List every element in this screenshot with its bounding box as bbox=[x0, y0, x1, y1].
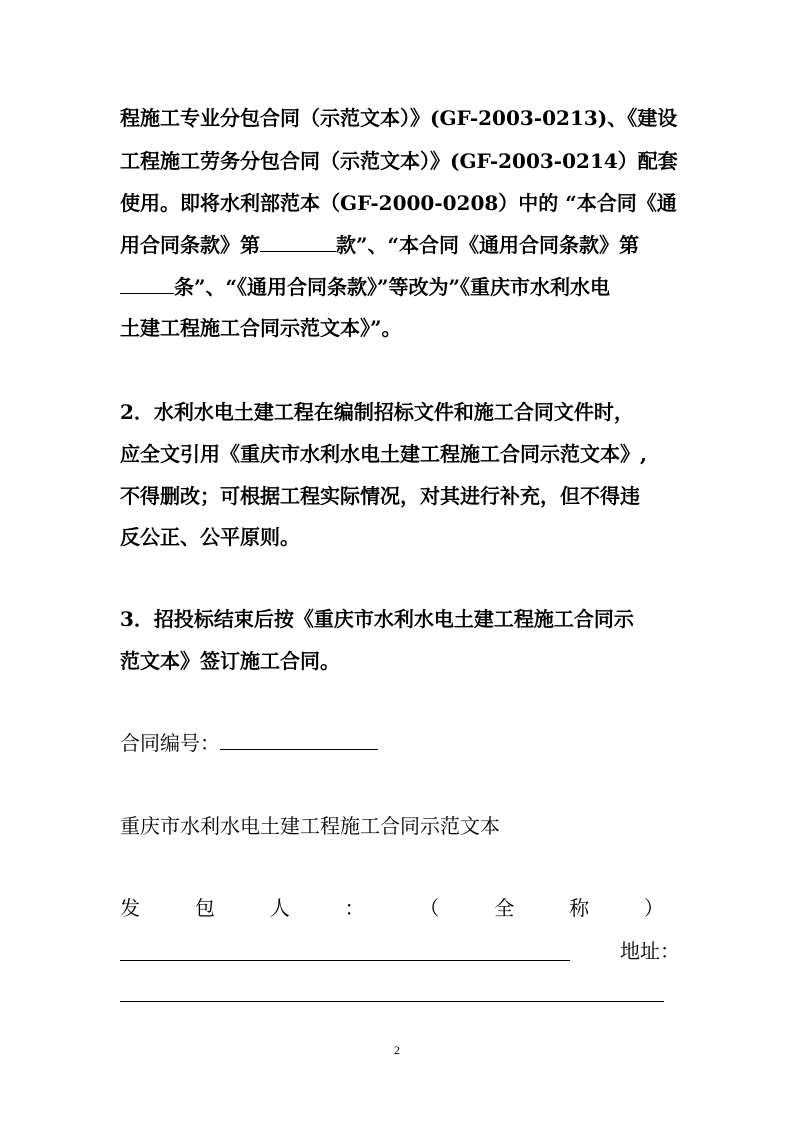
employer-char: 发 bbox=[120, 896, 140, 920]
para1-line4-end: 款”、“本合同《通用合同条款》第 bbox=[336, 233, 640, 257]
employer-char: ： bbox=[344, 896, 365, 920]
article-number-blank bbox=[120, 273, 174, 294]
para1-line2: 工程施工劳务分包合同（示范文本）》(GF-2003-0214）配套 bbox=[120, 149, 678, 173]
contract-number-blank bbox=[220, 729, 378, 750]
para2-line2: 应全文引用《重庆市水利水电土建工程施工合同示范文本》, bbox=[120, 442, 647, 466]
para3-line1: 3．招投标结束后按《重庆市水利水电土建工程施工合同示 bbox=[120, 607, 634, 631]
address-label: 地址： bbox=[620, 939, 680, 963]
clause-number-blank bbox=[260, 231, 336, 252]
para2-line1: 2．水利水电土建工程在编制招标文件和施工合同文件时， bbox=[120, 400, 634, 424]
page-number: 2 bbox=[394, 1043, 400, 1057]
address-blank bbox=[120, 1001, 664, 1002]
contract-number-row bbox=[120, 729, 674, 757]
employer-label bbox=[120, 894, 664, 922]
para2-line3: 不得删改；可根据工程实际情况，对其进行补充，但不得违 bbox=[120, 484, 640, 508]
para1-line6: 土建工程施工合同示范文本》”。 bbox=[120, 316, 402, 340]
para1-line3: 使用。即将水利部范本（GF-2000-0208）中的 “本合同《通 bbox=[120, 191, 677, 215]
employer-char: 全 bbox=[494, 896, 515, 920]
para1-line5 bbox=[120, 273, 674, 301]
para1-line4 bbox=[120, 231, 674, 259]
contract-number-label: 合同编号： bbox=[120, 731, 220, 755]
para1-line1: 程施工专业分包合同（示范文本）》(GF-2003-0213)、《建设 bbox=[120, 106, 678, 130]
para1-line4-start: 用合同条款》第 bbox=[120, 233, 260, 257]
employer-char: 包 bbox=[194, 896, 215, 920]
para2-line4: 反公正、公平原则。 bbox=[120, 525, 300, 549]
para1-line5-text: 条”、“《通用合同条款》”等改为”《重庆市水利水电 bbox=[174, 275, 611, 299]
employer-char: ） bbox=[643, 896, 664, 920]
employer-char: 称 bbox=[569, 896, 590, 920]
para3-line2: 范文本》签订施工合同。 bbox=[120, 649, 340, 673]
employer-char: 人 bbox=[269, 896, 290, 920]
employer-char: （ bbox=[419, 896, 440, 920]
document-title: 重庆市水利水电土建工程施工合同示范文本 bbox=[120, 814, 500, 838]
employer-name-blank bbox=[120, 960, 570, 961]
